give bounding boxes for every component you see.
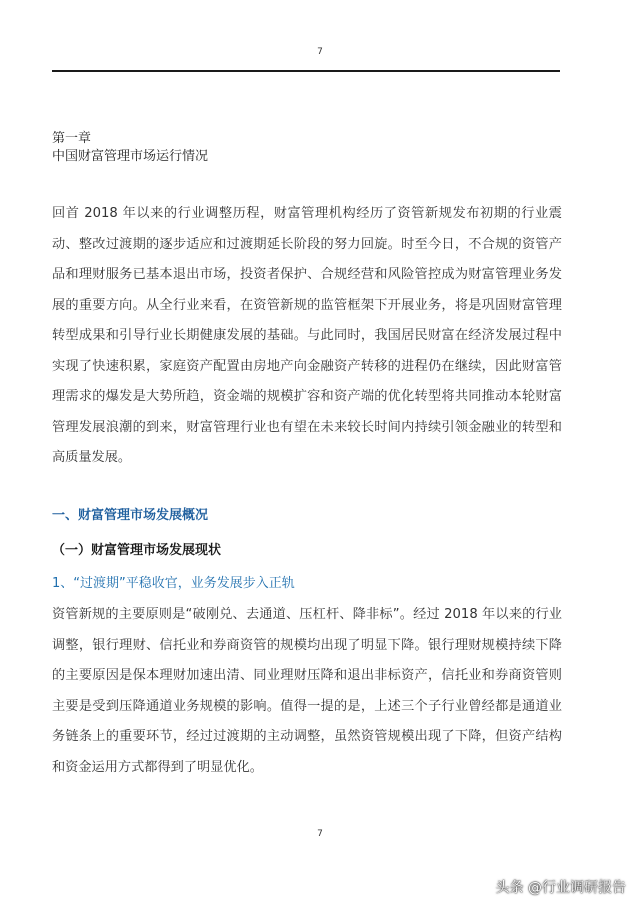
header-page-number: 7 [317,47,323,57]
intro-paragraph: 回首 2018 年以来的行业调整历程，财富管理机构经历了资管新规发布初期的行业震动、整改过渡期的逐步适应和过渡期延长阶段的努力回旋。时至今日，不合规的资管产品和理财服务已基本退出市场，投资者保护、合规经营和风险管控成为财富管理业务发展的重要方向。从全行业来看，在资管新规的监管框架下开展业务，将是巩固财富管理转型成果和引导行业长期健康发展的基础。与此同时，我国居民财富在经济发展过程中实现了快速积累，家庭资产配置由房地产向金融资产转移的进程仍在继续，因此财富管理需求的爆发是大势所趋，资金端的规模扩容和资产端的优化转型将共同推动本轮财富管理发展浪潮的到来，财富管理行业也有望在未来较长时间内持续引领金融业的转型和高质量发展。 [52,206,562,465]
chapter-title: 中国财富管理市场运行情况 [52,149,209,164]
point-paragraph: 资管新规的主要原则是“破刚兑、去通道、压杠杆、降非标”。经过 2018 年以来的行业调整，银行理财、信托业和券商资管的规模均出现了明显下降。银行理财规模持续下降的主要原因是保本理财加速出清、同业理财压降和退出非标资产，信托业和券商资管则主要是受到压降通道业务规模的影响。值得一提的是，上述三个子行业曾经都是通道业务链条上的重要环节，经过过渡期的主动调整，虽然资管规模出现了下降，但资产结构和资金运用方式都得到了明显优化。 [52,607,562,775]
chapter-heading [52,130,208,166]
footer-page-number: 7 [317,829,323,839]
subsection-heading: （一）财富管理市场发展现状 [52,543,222,558]
point-heading: 1、“过渡期”平稳收官，业务发展步入正轨 [52,576,295,591]
watermark: 头条 @行业调研报告 [495,880,626,896]
chapter-label: 第一章 [52,131,92,146]
section-heading: 一、财富管理市场发展概况 [52,508,209,523]
header-divider [52,70,560,72]
